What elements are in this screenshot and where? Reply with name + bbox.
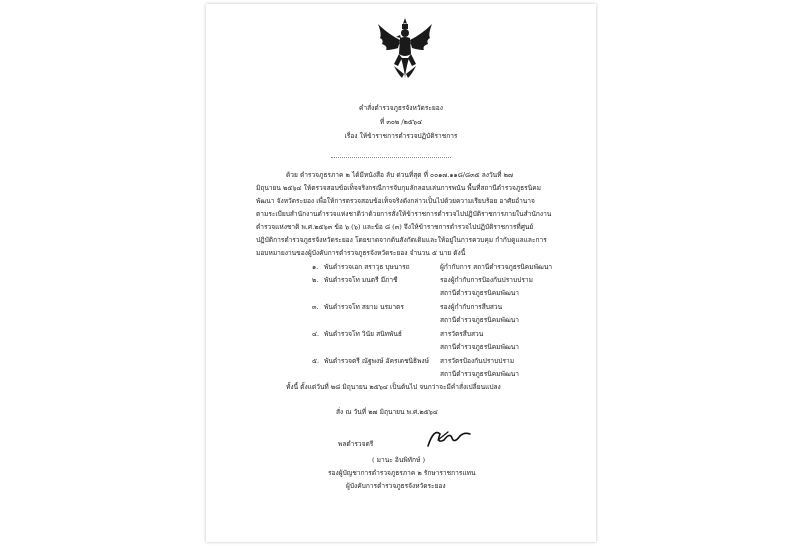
body-line: มอบหมายงานของผู้บังคับการตำรวจภูธรจังหวัดระยอง จำนวน ๕ นาย ดังนี้	[256, 249, 466, 257]
officer-name: พันตำรวจตรี ณัฐพงษ์ อัครเดชนิธิพงษ์	[324, 357, 429, 365]
officer-position: สารวัตรป้องกันปราบปราม	[440, 357, 515, 365]
order-title: คำสั่งตำรวจภูธรจังหวัดระยอง	[359, 104, 443, 112]
officer-position: สารวัตรสืบสวน	[440, 330, 484, 338]
body-line: ตำรวจแห่งชาติ พ.ศ.๒๕๖๓ ข้อ ๖ (๖) และข้อ ๘ (๓) จึงให้ข้าราชการตำรวจไปปฏิบัติราชการที่ศูนย์	[256, 223, 534, 231]
officer-number: ๒.	[312, 276, 319, 284]
officer-position: สถานีตำรวจภูธรนิคมพัฒนา	[440, 289, 520, 297]
body-line: มิถุนายน ๒๕๖๔ ให้ตรวจสอบข้อเท็จจริงกรณีการจับกุมลักลอบเล่นการพนัน พื้นที่สถานีตำรวจภูธรนิคม	[256, 184, 541, 192]
officer-name: พันตำรวจเอก สราวุธ บุษนารถ	[324, 263, 410, 271]
handwritten-signature	[424, 426, 472, 450]
divider-line	[331, 157, 451, 158]
officer-position: สถานีตำรวจภูธรนิคมพัฒนา	[440, 370, 520, 378]
officer-number: ๑.	[312, 263, 319, 271]
officer-number: ๓.	[312, 303, 319, 311]
officer-name: พันตำรวจโท วินัย สนิทพันธ์	[324, 330, 402, 338]
signer-name: ( มานะ อินพิทักษ์ )	[372, 456, 426, 464]
officer-name: พันตำรวจโท มนตรี มีภาชี	[324, 276, 398, 284]
garuda-emblem	[374, 16, 436, 82]
officer-number: ๔.	[312, 330, 320, 338]
officer-position: สถานีตำรวจภูธรนิคมพัฒนา	[440, 343, 520, 351]
signer-position-1: รองผู้บัญชาการตำรวจภูธรภาค ๒ รักษาราชการแทน	[328, 469, 476, 477]
body-line: พัฒนา จังหวัดระยอง เพื่อให้การตรวจสอบข้อเท็จจริงดังกล่าวเป็นไปด้วยความเรียบร้อย อาศัยอำนาจ	[256, 197, 535, 205]
body-line: ด้วย ตำรวจภูธรภาค ๒ ได้มีหนังสือ ลับ ด่วนที่สุด ที่ ๐๐๑๗.๑๑๘/๘๓๕ ลงวันที่ ๒๗	[286, 171, 513, 179]
signer-position-2: ผู้บังคับการตำรวจภูธรจังหวัดระยอง	[346, 482, 446, 490]
document-page	[206, 4, 596, 542]
signer-rank: พลตำรวจตรี	[338, 440, 374, 448]
body-line: ปฏิบัติการตำรวจภูธรจังหวัดระยอง โดยขาดจากต้นสังกัดเดิมและให้อยู่ในการควบคุม กำกับดูแลและการ	[256, 236, 547, 244]
officer-name: พันตำรวจโท สยาม นรมาตร	[324, 303, 404, 311]
effective-date-text: ทั้งนี้ ตั้งแต่วันที่ ๒๘ มิถุนายน ๒๕๖๔ เป็นต้นไป จนกว่าจะมีคำสั่งเปลี่ยนแปลง	[286, 383, 501, 391]
officer-position: สถานีตำรวจภูธรนิคมพัฒนา	[440, 316, 520, 324]
officer-position: ผู้กำกับการ สถานีตำรวจภูธรนิคมพัฒนา	[440, 263, 553, 271]
officer-position: รองผู้กำกับการสืบสวน	[440, 303, 503, 311]
order-date: สั่ง ณ วันที่ ๒๗ มิถุนายน พ.ศ.๒๕๖๔	[336, 408, 438, 416]
order-subject: เรื่อง ให้ข้าราชการตำรวจปฏิบัติราชการ	[344, 132, 458, 140]
body-line: ตามระเบียบสำนักงานตำรวจแห่งชาติว่าด้วยการสั่งให้ข้าราชการตำรวจไปปฏิบัติราชการภายในสำนักงาน	[256, 210, 552, 218]
order-number: ที่ ๓๐๒ /๒๕๖๔	[379, 118, 423, 126]
officer-position: รองผู้กำกับการป้องกันปราบปราม	[440, 276, 533, 284]
officer-number: ๕.	[312, 357, 320, 365]
